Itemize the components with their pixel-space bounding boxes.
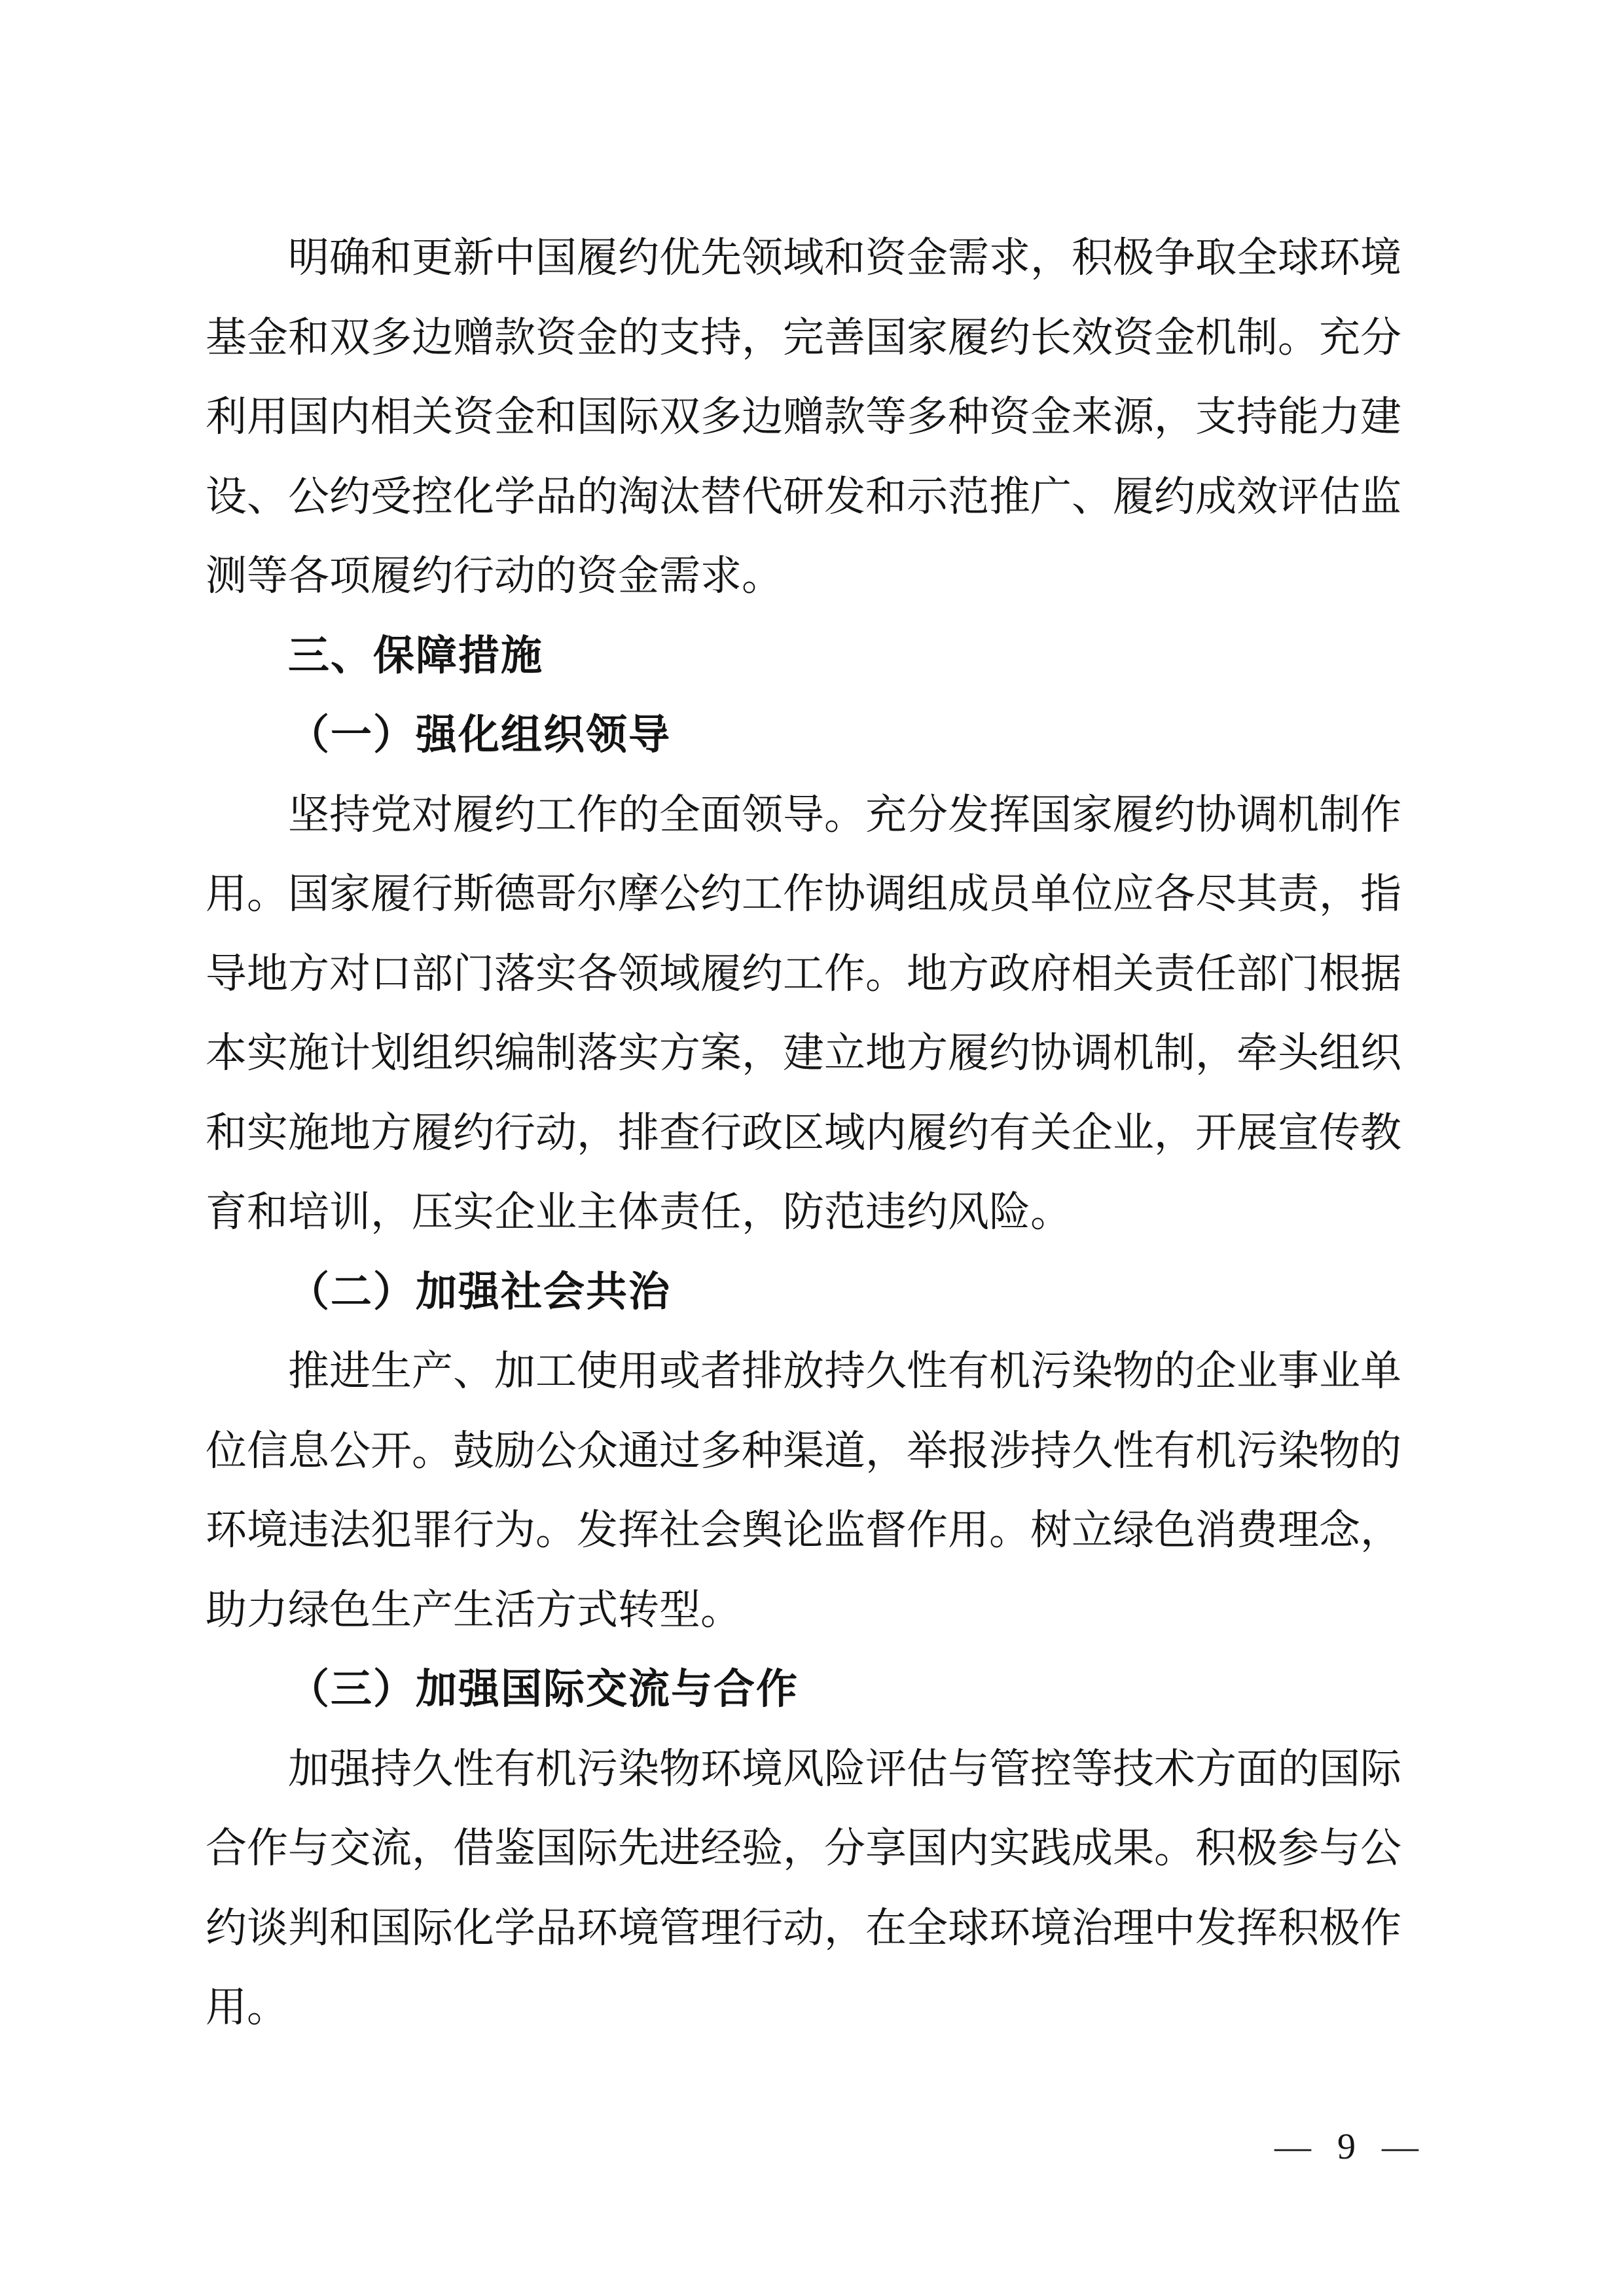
- text-line: 助力绿色生产生活方式转型。: [206, 1587, 742, 1633]
- section-heading-3: [206, 617, 1410, 696]
- text-line: 和实施地方履约行动，排查行政区域内履约有关企业，开展宣传教: [206, 1109, 1401, 1156]
- paragraph-organization: [206, 776, 1410, 1253]
- sub-heading-3-1: [206, 696, 1410, 776]
- text-line: 明确和更新中国履约优先领域和资金需求，积极争取全球环境: [288, 235, 1401, 281]
- text-line: 导地方对口部门落实各领域履约工作。地方政府相关责任部门根据: [206, 950, 1401, 997]
- text-line: 坚持党对履约工作的全面领导。充分发挥国家履约协调机制作: [288, 791, 1401, 838]
- text-line: 本实施计划组织编制落实方案，建立地方履约协调机制，牵头组织: [206, 1030, 1401, 1076]
- text-line: 位信息公开。鼓励公众通过多种渠道，举报涉持久性有机污染物的: [206, 1427, 1401, 1474]
- text-line: 育和培训，压实企业主体责任，防范违约风险。: [206, 1189, 1072, 1235]
- text-line: 利用国内相关资金和国际双多边赠款等多种资金来源，支持能力建: [206, 394, 1401, 440]
- text-line: 加强持久性有机污染物环境风险评估与管控等技术方面的国际: [288, 1746, 1401, 1792]
- text-line: （三）加强国际交流与合作: [288, 1666, 799, 1712]
- paragraph-social-governance: [206, 1332, 1410, 1650]
- text-line: 用。国家履行斯德哥尔摩公约工作协调组成员单位应各尽其责，指: [206, 871, 1401, 917]
- text-line: 推进生产、加工使用或者排放持久性有机污染物的企业事业单: [288, 1348, 1401, 1394]
- document-body: [206, 219, 1410, 2048]
- sub-heading-3-3: [206, 1650, 1410, 1730]
- text-line: 约谈判和国际化学品环境管理行动，在全球环境治理中发挥积极作: [206, 1905, 1401, 1951]
- page-number: — 9 —: [1274, 2126, 1418, 2167]
- text-line: （一）强化组织领导: [288, 712, 671, 758]
- text-line: 合作与交流，借鉴国际先进经验，分享国内实践成果。积极参与公: [206, 1825, 1401, 1871]
- text-line: 环境违法犯罪行为。发挥社会舆论监督作用。树立绿色消费理念，: [206, 1507, 1401, 1553]
- text-line: 设、公约受控化学品的淘汰替代研发和示范推广、履约成效评估监: [206, 473, 1401, 520]
- text-line: 用。: [206, 1984, 288, 2030]
- sub-heading-3-2: [206, 1253, 1410, 1333]
- paragraph-funding: [206, 219, 1410, 617]
- text-line: （二）加强社会共治: [288, 1268, 671, 1315]
- text-line: 测等各项履约行动的资金需求。: [206, 553, 783, 599]
- text-line: 基金和双多边赠款资金的支持，完善国家履约长效资金机制。充分: [206, 314, 1401, 361]
- paragraph-international-cooperation: [206, 1730, 1410, 2048]
- text-line: 三、保障措施: [288, 632, 543, 679]
